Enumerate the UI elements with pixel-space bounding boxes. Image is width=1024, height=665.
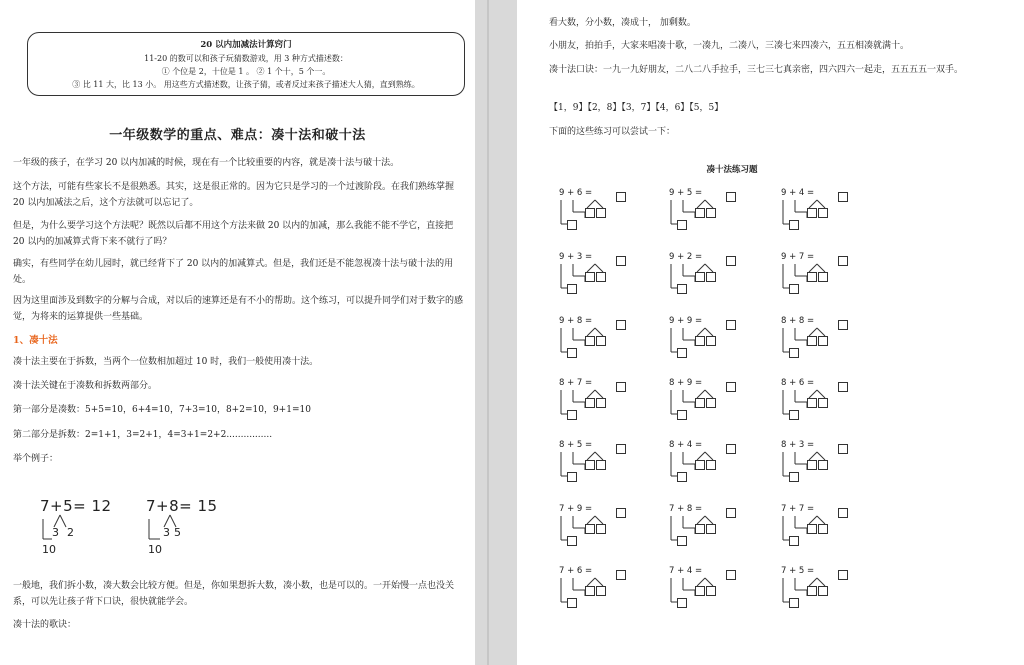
exercise-item (669, 252, 769, 312)
paragraph: 凑十法关键在于凑数和拆数两部分。 (13, 381, 158, 391)
split-line (817, 578, 825, 586)
tip-box-line: ① 个位是 2，十位是 1 。 ② 1 个十，5 个一。 (161, 67, 331, 76)
answer-box[interactable] (706, 272, 716, 282)
split-line (809, 328, 817, 336)
split-diagram (669, 188, 749, 248)
exercise-item (781, 440, 881, 500)
split-diagram (781, 252, 861, 312)
paragraph: 因为这里面涉及到数字的分解与合成，对以后的速算还是有不小的帮助。这个练习，可以提升同学们对于数字的感觉，为将来的运算提供一些基础。 (13, 296, 464, 322)
answer-box[interactable] (789, 472, 799, 482)
answer-box[interactable] (596, 336, 606, 346)
answer-box[interactable] (726, 256, 736, 266)
paragraph: 下面的这些练习可以尝试一下： (549, 127, 676, 137)
answer-box[interactable] (789, 348, 799, 358)
split-line (817, 516, 825, 524)
answer-box[interactable] (807, 398, 817, 408)
exercise-grid (517, 0, 1024, 665)
answer-box[interactable] (695, 460, 705, 470)
exercise-item (559, 188, 659, 248)
paragraph: 看大数，分小数，凑成十， 加剩数。 (549, 18, 696, 28)
exercise-item (669, 440, 769, 500)
exercise-expression: 7 + 9 = (559, 504, 593, 514)
exercise-item (781, 504, 881, 564)
split-line (697, 200, 705, 208)
exercise-expression: 9 + 4 = (781, 188, 815, 198)
split-diagram (781, 440, 861, 500)
exercise-item (559, 252, 659, 312)
answer-box[interactable] (585, 460, 595, 470)
split-digit: 3 (163, 526, 170, 539)
answer-box[interactable] (695, 272, 705, 282)
answer-box[interactable] (695, 398, 705, 408)
example-figure (40, 497, 140, 561)
split-diagram (559, 504, 639, 564)
exercise-expression: 9 + 5 = (669, 188, 703, 198)
exercise-expression: 9 + 9 = (669, 316, 703, 326)
answer-box[interactable] (726, 382, 736, 392)
exercise-expression: 7 + 5 = (781, 566, 815, 576)
split-digit: 2 (67, 526, 74, 539)
answer-box[interactable] (789, 410, 799, 420)
exercise-expression: 9 + 7 = (781, 252, 815, 262)
answer-box[interactable] (818, 272, 828, 282)
exercise-item (669, 188, 769, 248)
exercise-expression: 8 + 6 = (781, 378, 815, 388)
answer-box[interactable] (807, 208, 817, 218)
exercise-item (669, 316, 769, 376)
exercise-item (559, 504, 659, 564)
split-line (587, 264, 595, 272)
answer-box[interactable] (695, 524, 705, 534)
example-equation: 7+5= 12 (40, 497, 112, 515)
answer-box[interactable] (567, 348, 577, 358)
answer-box[interactable] (567, 536, 577, 546)
paragraph: 一年级的孩子，在学习 20 以内加减的时候，现在有一个比较重要的内容，就是凑十法与破十法。 (13, 158, 400, 168)
exercise-expression: 9 + 8 = (559, 316, 593, 326)
answer-box[interactable] (807, 272, 817, 282)
answer-box[interactable] (677, 348, 687, 358)
exercise-expression: 9 + 2 = (669, 252, 703, 262)
split-line (587, 390, 595, 398)
split-line (705, 390, 713, 398)
answer-box[interactable] (706, 586, 716, 596)
answer-box[interactable] (616, 320, 626, 330)
exercise-item (781, 566, 881, 626)
ten-label: 10 (42, 543, 56, 556)
split-line (595, 328, 603, 336)
paragraph: 但是，为什么要学习这个方法呢？既然以后都不用这个方法来做 20 以内的加减，那么我能不能不学它，直接把 20 以内的加减算式背下来不就行了吗？ (13, 221, 454, 247)
split-line (697, 452, 705, 460)
exercise-expression: 9 + 6 = (559, 188, 593, 198)
answer-box[interactable] (567, 284, 577, 294)
answer-box[interactable] (807, 460, 817, 470)
exercise-item (669, 504, 769, 564)
split-line (817, 452, 825, 460)
answer-box[interactable] (677, 284, 687, 294)
answer-box[interactable] (596, 586, 606, 596)
split-diagram (559, 252, 639, 312)
answer-box[interactable] (706, 524, 716, 534)
answer-box[interactable] (706, 460, 716, 470)
answer-box[interactable] (695, 586, 705, 596)
split-line (587, 516, 595, 524)
split-diagram (559, 440, 639, 500)
exercise-expression: 8 + 7 = (559, 378, 593, 388)
split-line (809, 452, 817, 460)
paragraph: 凑十法的歌诀： (13, 620, 77, 630)
answer-box[interactable] (807, 336, 817, 346)
exercise-expression: 7 + 8 = (669, 504, 703, 514)
split-digit: 3 (52, 526, 59, 539)
split-line (809, 516, 817, 524)
split-diagram (781, 378, 861, 438)
answer-box[interactable] (677, 536, 687, 546)
split-diagram (559, 188, 639, 248)
paragraph: 小朋友，拍拍手，大家来唱凑十歌，一凑九，二凑八，三凑七来四凑六，五五相凑就满十。 (549, 41, 910, 51)
answer-box[interactable] (726, 508, 736, 518)
split-diagram (781, 504, 861, 564)
split-line (587, 452, 595, 460)
exercise-item (781, 188, 881, 248)
answer-box[interactable] (706, 208, 716, 218)
answer-box[interactable] (818, 208, 828, 218)
split-line (817, 200, 825, 208)
split-line (595, 516, 603, 524)
answer-box[interactable] (838, 570, 848, 580)
answer-box[interactable] (818, 460, 828, 470)
exercise-expression: 7 + 4 = (669, 566, 703, 576)
split-line (595, 390, 603, 398)
split-line (595, 452, 603, 460)
paragraph: 确实，有些同学在幼儿园时，就已经背下了 20 以内的加减算式。但是，我们还是不能忽视凑十法与破十法的用处。 (13, 259, 454, 285)
split-line (595, 200, 603, 208)
exercise-expression: 8 + 3 = (781, 440, 815, 450)
answer-box[interactable] (838, 192, 848, 202)
answer-box[interactable] (616, 570, 626, 580)
section-heading: 1、凑十法 (13, 335, 58, 346)
answer-box[interactable] (567, 410, 577, 420)
example-figure (146, 497, 246, 561)
answer-box[interactable] (616, 444, 626, 454)
split-diagram (669, 252, 749, 312)
exercise-item (781, 252, 881, 312)
answer-box[interactable] (838, 444, 848, 454)
page-gutter (475, 0, 517, 665)
exercise-expression: 7 + 7 = (781, 504, 815, 514)
answer-box[interactable] (789, 220, 799, 230)
split-line (587, 328, 595, 336)
answer-box[interactable] (585, 208, 595, 218)
split-line (705, 328, 713, 336)
paragraph: 【1，9】【2，8】【3，7】【4，6】【5，5】 (549, 103, 724, 113)
exercise-item (559, 316, 659, 376)
split-line (697, 390, 705, 398)
split-line (705, 452, 713, 460)
exercise-expression: 8 + 5 = (559, 440, 593, 450)
answer-box[interactable] (818, 398, 828, 408)
split-line (705, 516, 713, 524)
answer-box[interactable] (838, 256, 848, 266)
split-line (587, 200, 595, 208)
page-1 (0, 0, 475, 665)
split-line (809, 200, 817, 208)
answer-box[interactable] (585, 586, 595, 596)
split-line (809, 264, 817, 272)
page-2 (517, 0, 1024, 665)
split-line (595, 578, 603, 586)
answer-box[interactable] (677, 410, 687, 420)
tip-box (27, 32, 465, 96)
tip-box-line: 11-20 的数可以和孩子玩猜数游戏，用 3 种方式描述数： (144, 54, 348, 63)
split-diagram (559, 378, 639, 438)
exercise-item (559, 440, 659, 500)
exercise-item (559, 378, 659, 438)
answer-box[interactable] (596, 398, 606, 408)
answer-box[interactable] (616, 192, 626, 202)
answer-box[interactable] (677, 472, 687, 482)
split-diagram (781, 188, 861, 248)
split-diagram (781, 566, 861, 626)
split-line (809, 390, 817, 398)
split-line (697, 516, 705, 524)
answer-box[interactable] (596, 460, 606, 470)
answer-box[interactable] (838, 508, 848, 518)
paragraph: 举个例子： (13, 454, 59, 464)
split-line (595, 264, 603, 272)
answer-box[interactable] (695, 336, 705, 346)
exercise-expression: 8 + 8 = (781, 316, 815, 326)
exercise-item (669, 566, 769, 626)
exercise-item (559, 566, 659, 626)
answer-box[interactable] (567, 220, 577, 230)
answer-box[interactable] (596, 272, 606, 282)
split-line (705, 200, 713, 208)
split-line (809, 578, 817, 586)
answer-box[interactable] (838, 320, 848, 330)
exercise-expression: 7 + 6 = (559, 566, 593, 576)
answer-box[interactable] (677, 220, 687, 230)
answer-box[interactable] (706, 336, 716, 346)
answer-box[interactable] (726, 444, 736, 454)
split-diagram (669, 566, 749, 626)
split-diagram (559, 316, 639, 376)
paragraph: 凑十法主要在于拆数，当两个一位数相加超过 10 时，我们一般使用凑十法。 (13, 357, 319, 367)
answer-box[interactable] (807, 524, 817, 534)
split-line (697, 578, 705, 586)
answer-box[interactable] (567, 598, 577, 608)
split-line (587, 578, 595, 586)
split-line (705, 264, 713, 272)
exercise-item (781, 378, 881, 438)
answer-box[interactable] (789, 536, 799, 546)
answer-box[interactable] (695, 208, 705, 218)
answer-box[interactable] (726, 570, 736, 580)
split-line (697, 264, 705, 272)
split-digit: 5 (174, 526, 181, 539)
practice-title: 凑十法练习题 (706, 165, 758, 175)
paragraph: 一般地，我们拆小数，凑大数会比较方便。但是，你如果想拆大数，凑小数，也是可以的。一开始慢一点也没关系，可以先让孩子背下口诀，很快就能学会。 (13, 581, 455, 607)
paragraph: 第一部分是凑数：5+5=10，6+4=10，7+3=10，8+2=10，9+1=10 (13, 405, 311, 415)
answer-box[interactable] (726, 320, 736, 330)
document-title: 一年级数学的重点、难点：凑十法和破十法 (109, 128, 366, 143)
answer-box[interactable] (616, 382, 626, 392)
tip-box-line: ③ 比 11 大，比 13 小。 用这些方式描述数，让孩子猜，或者反过来孩子描述大人猜，直到熟练。 (72, 80, 420, 89)
answer-box[interactable] (706, 398, 716, 408)
split-diagram (669, 440, 749, 500)
split-line (817, 264, 825, 272)
split-line (697, 328, 705, 336)
answer-box[interactable] (838, 382, 848, 392)
answer-box[interactable] (585, 336, 595, 346)
answer-box[interactable] (726, 192, 736, 202)
exercise-expression: 9 + 3 = (559, 252, 593, 262)
paragraph: 这个方法，可能有些家长不是很熟悉。其实，这是很正常的。因为它只是学习的一个过渡阶段。在我们熟练掌握 20 以内加减法之后，这个方法就可以忘记了。 (13, 182, 455, 208)
example-equation: 7+8= 15 (146, 497, 218, 515)
split-diagram (781, 316, 861, 376)
answer-box[interactable] (616, 508, 626, 518)
ten-label: 10 (148, 543, 162, 556)
split-diagram (669, 504, 749, 564)
exercise-expression: 8 + 4 = (669, 440, 703, 450)
answer-box[interactable] (596, 208, 606, 218)
answer-box[interactable] (789, 598, 799, 608)
split-diagram (559, 566, 639, 626)
answer-box[interactable] (567, 472, 577, 482)
exercise-expression: 8 + 9 = (669, 378, 703, 388)
split-line (705, 578, 713, 586)
answer-box[interactable] (818, 524, 828, 534)
split-diagram (669, 378, 749, 438)
split-line (817, 328, 825, 336)
tip-box-title: 20 以内加减法计算窍门 (200, 40, 292, 50)
answer-box[interactable] (585, 398, 595, 408)
answer-box[interactable] (818, 586, 828, 596)
answer-box[interactable] (789, 284, 799, 294)
answer-box[interactable] (585, 524, 595, 534)
split-line (817, 390, 825, 398)
answer-box[interactable] (818, 336, 828, 346)
paragraph: 凑十法口诀：一九一九好朋友，二八二八手拉手，三七三七真亲密，四六四六一起走，五五五五一双手。 (549, 65, 964, 75)
answer-box[interactable] (585, 272, 595, 282)
answer-box[interactable] (677, 598, 687, 608)
exercise-item (781, 316, 881, 376)
paragraph: 第二部分是拆数：2=1+1，3=2+1，4=3+1=2+2................ (13, 430, 273, 440)
split-diagram (669, 316, 749, 376)
answer-box[interactable] (807, 586, 817, 596)
answer-box[interactable] (596, 524, 606, 534)
exercise-item (669, 378, 769, 438)
answer-box[interactable] (616, 256, 626, 266)
